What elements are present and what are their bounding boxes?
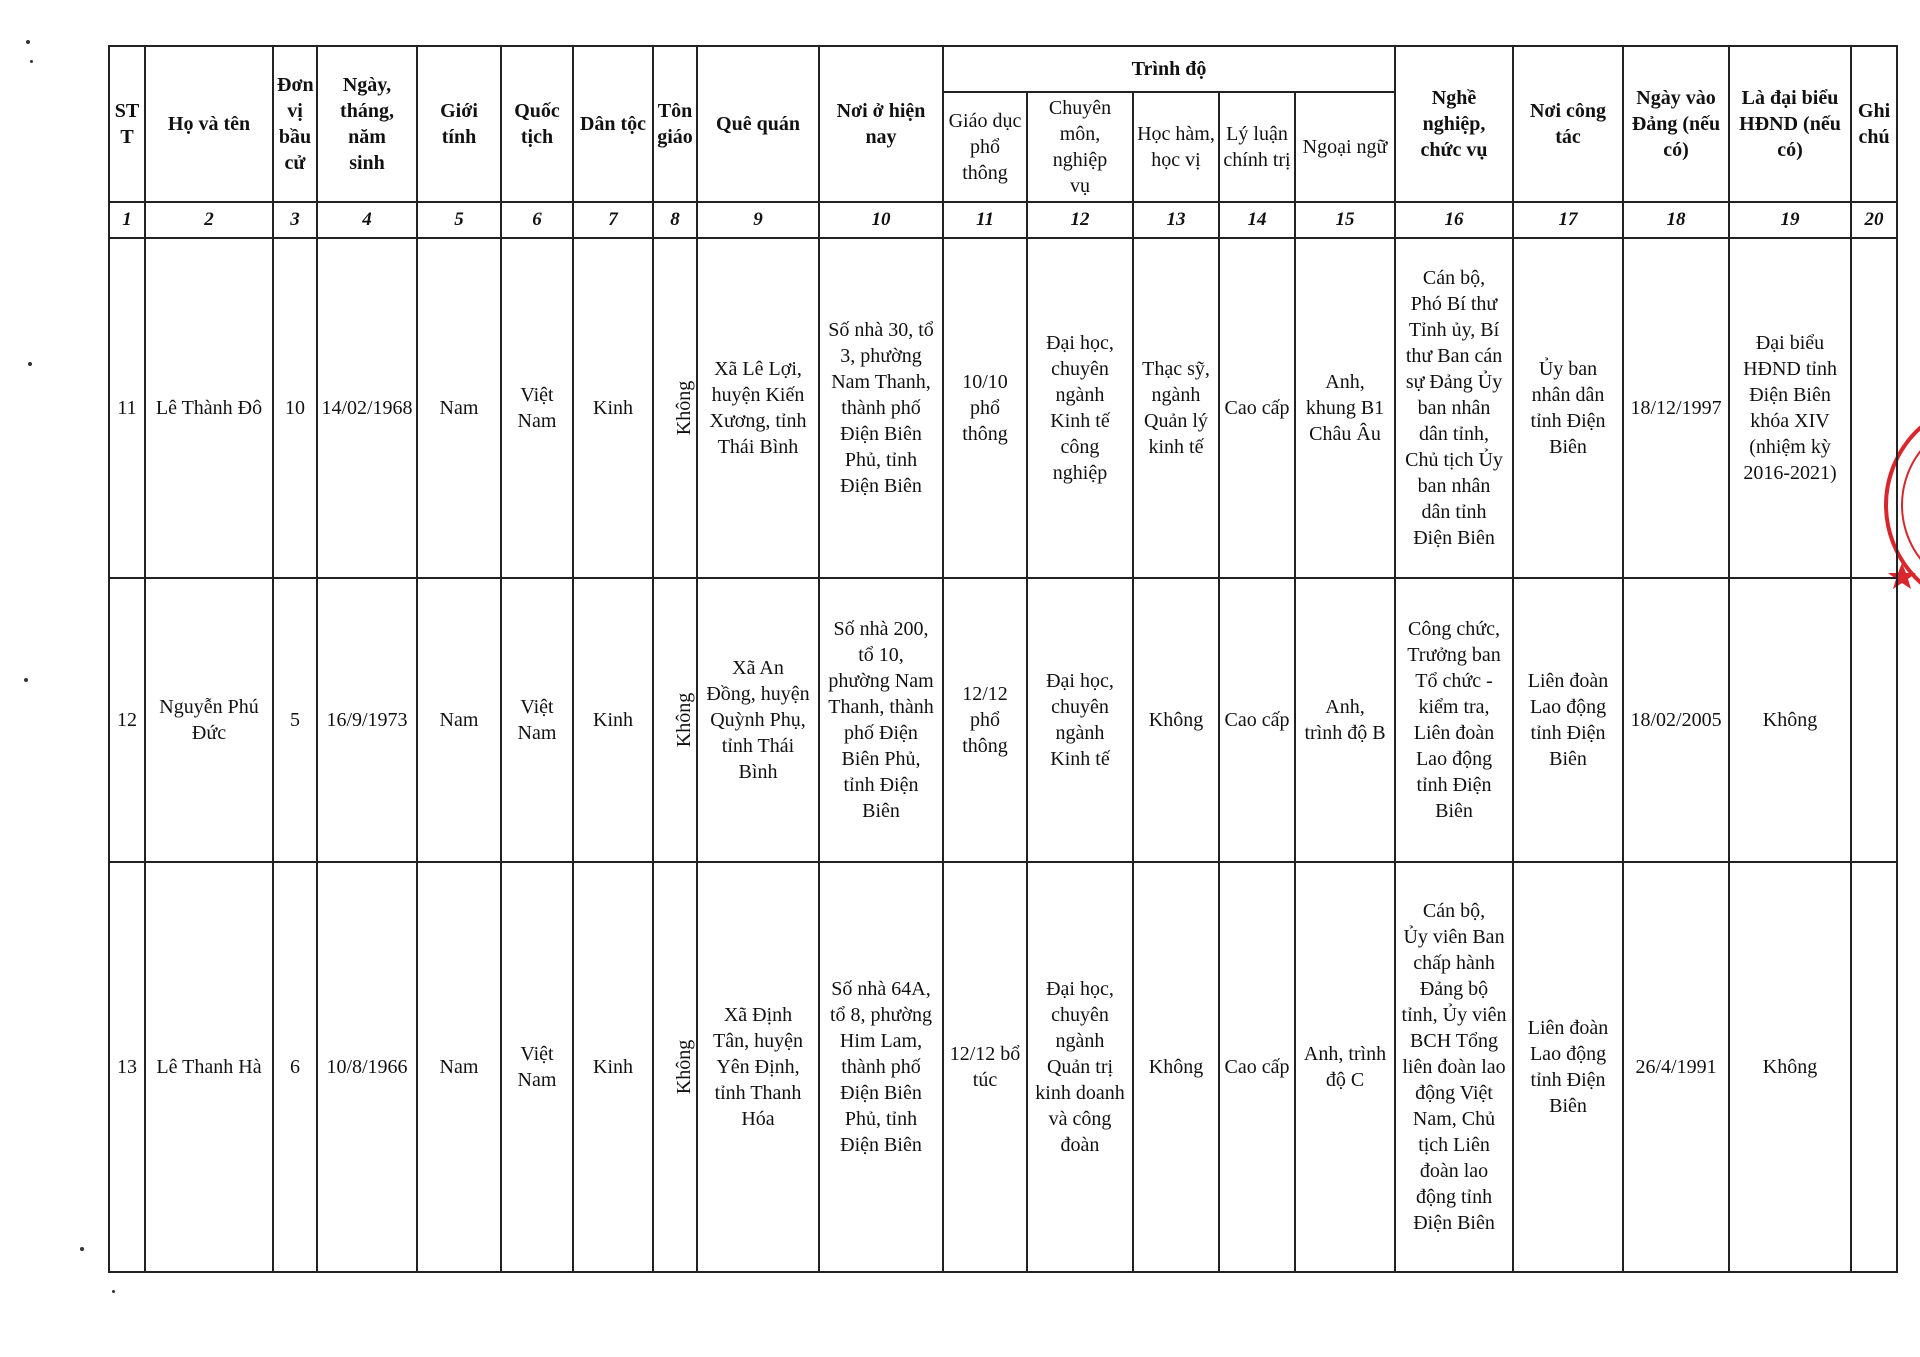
column-number: 16 xyxy=(1395,202,1513,238)
column-number: 5 xyxy=(417,202,501,238)
column-number: 3 xyxy=(273,202,317,238)
cell-note xyxy=(1851,238,1897,578)
header-degree: Học hàm, học vị xyxy=(1133,92,1219,202)
religion-text: Không xyxy=(673,1039,696,1095)
cell-name: Nguyễn Phú Đức xyxy=(145,578,273,862)
header-religion: Tôn giáo xyxy=(653,46,697,202)
column-number: 4 xyxy=(317,202,417,238)
cell-language: Anh, khung B1 Châu Âu xyxy=(1295,238,1395,578)
table-row xyxy=(109,862,1897,1272)
header-row-top xyxy=(109,46,1897,92)
cell-residence: Số nhà 200, tổ 10, phường Nam Thanh, thành phố Điện Biên Phủ, tỉnh Điện Biên xyxy=(819,578,943,862)
cell-gender: Nam xyxy=(417,862,501,1272)
header-general-edu: Giáo dục phổ thông xyxy=(943,92,1027,202)
column-number: 2 xyxy=(145,202,273,238)
column-number: 18 xyxy=(1623,202,1729,238)
column-number: 19 xyxy=(1729,202,1851,238)
scan-speck xyxy=(112,1290,115,1293)
cell-politics: Cao cấp xyxy=(1219,862,1295,1272)
header-language: Ngoại ngữ xyxy=(1295,92,1395,202)
header-party-date: Ngày vào Đảng (nếu có) xyxy=(1623,46,1729,202)
scan-speck xyxy=(80,1247,84,1251)
column-number: 11 xyxy=(943,202,1027,238)
cell-residence: Số nhà 64A, tổ 8, phường Him Lam, thành phố Điện Biên Phủ, tỉnh Điện Biên xyxy=(819,862,943,1272)
cell-unit: 10 xyxy=(273,238,317,578)
column-number: 14 xyxy=(1219,202,1295,238)
cell-council: Đại biểu HĐND tỉnh Điện Biên khóa XIV (nhiệm kỳ 2016-2021) xyxy=(1729,238,1851,578)
header-residence: Nơi ở hiện nay xyxy=(819,46,943,202)
column-number: 13 xyxy=(1133,202,1219,238)
cell-occupation: Cán bộ, Phó Bí thư Tỉnh ủy, Bí thư Ban cán sự Đảng Ủy ban nhân dân tỉnh, Chủ tịch Ủy ban nhân dân tỉnh Điện Biên xyxy=(1395,238,1513,578)
cell-occupation: Công chức, Trưởng ban Tổ chức - kiểm tra, Liên đoàn Lao động tỉnh Điện Biên xyxy=(1395,578,1513,862)
cell-occupation: Cán bộ, Ủy viên Ban chấp hành Đảng bộ tỉnh, Ủy viên BCH Tổng liên đoàn lao động Việt Nam, Chủ tịch Liên đoàn lao động tỉnh Điện Biên xyxy=(1395,862,1513,1272)
cell-specialty: Đại học, chuyên ngành Kinh tế công nghiệp xyxy=(1027,238,1133,578)
cell-dob: 10/8/1966 xyxy=(317,862,417,1272)
header-specialty: Chuyên môn, nghiệp vụ xyxy=(1027,92,1133,202)
cell-workplace: Ủy ban nhân dân tỉnh Điện Biên xyxy=(1513,238,1623,578)
cell-party-date: 18/12/1997 xyxy=(1623,238,1729,578)
cell-name: Lê Thanh Hà xyxy=(145,862,273,1272)
column-number: 6 xyxy=(501,202,573,238)
religion-text: Không xyxy=(673,692,696,748)
column-number: 12 xyxy=(1027,202,1133,238)
cell-politics: Cao cấp xyxy=(1219,238,1295,578)
cell-nationality: Việt Nam xyxy=(501,862,573,1272)
cell-hometown: Xã Định Tân, huyện Yên Định, tỉnh Thanh Hóa xyxy=(697,862,819,1272)
column-number: 17 xyxy=(1513,202,1623,238)
header-council: Là đại biểu HĐND (nếu có) xyxy=(1729,46,1851,202)
column-number: 15 xyxy=(1295,202,1395,238)
cell-general-edu: 12/12 phổ thông xyxy=(943,578,1027,862)
cell-language: Anh, trình độ B xyxy=(1295,578,1395,862)
cell-politics: Cao cấp xyxy=(1219,578,1295,862)
cell-religion xyxy=(653,578,697,862)
cell-workplace: Liên đoàn Lao động tỉnh Điện Biên xyxy=(1513,578,1623,862)
header-name: Họ và tên xyxy=(145,46,273,202)
column-number-row xyxy=(109,202,1897,238)
cell-nationality: Việt Nam xyxy=(501,578,573,862)
cell-council: Không xyxy=(1729,862,1851,1272)
header-stt: ST T xyxy=(109,46,145,202)
cell-party-date: 18/02/2005 xyxy=(1623,578,1729,862)
scan-speck xyxy=(28,362,32,366)
cell-unit: 5 xyxy=(273,578,317,862)
cell-stt: 13 xyxy=(109,862,145,1272)
header-education-group: Trình độ xyxy=(943,46,1395,92)
header-ethnicity: Dân tộc xyxy=(573,46,653,202)
cell-note xyxy=(1851,578,1897,862)
cell-ethnicity: Kinh xyxy=(573,862,653,1272)
candidate-roster-table xyxy=(108,45,1898,1273)
cell-degree: Không xyxy=(1133,578,1219,862)
cell-religion xyxy=(653,238,697,578)
cell-hometown: Xã An Đồng, huyện Quỳnh Phụ, tỉnh Thái Bình xyxy=(697,578,819,862)
cell-gender: Nam xyxy=(417,238,501,578)
religion-text: Không xyxy=(673,380,696,436)
scan-speck xyxy=(24,678,28,682)
cell-religion xyxy=(653,862,697,1272)
cell-stt: 11 xyxy=(109,238,145,578)
cell-degree: Không xyxy=(1133,862,1219,1272)
cell-workplace: Liên đoàn Lao động tỉnh Điện Biên xyxy=(1513,862,1623,1272)
header-politics: Lý luận chính trị xyxy=(1219,92,1295,202)
column-number: 1 xyxy=(109,202,145,238)
header-hometown: Quê quán xyxy=(697,46,819,202)
cell-degree: Thạc sỹ, ngành Quản lý kinh tế xyxy=(1133,238,1219,578)
cell-hometown: Xã Lê Lợi, huyện Kiến Xương, tỉnh Thái Bình xyxy=(697,238,819,578)
cell-party-date: 26/4/1991 xyxy=(1623,862,1729,1272)
header-nationality: Quốc tịch xyxy=(501,46,573,202)
cell-council: Không xyxy=(1729,578,1851,862)
cell-language: Anh, trình độ C xyxy=(1295,862,1395,1272)
cell-unit: 6 xyxy=(273,862,317,1272)
header-workplace: Nơi công tác xyxy=(1513,46,1623,202)
column-number: 7 xyxy=(573,202,653,238)
column-number: 9 xyxy=(697,202,819,238)
header-gender: Giới tính xyxy=(417,46,501,202)
cell-dob: 16/9/1973 xyxy=(317,578,417,862)
cell-dob: 14/02/1968 xyxy=(317,238,417,578)
cell-general-edu: 12/12 bổ túc xyxy=(943,862,1027,1272)
header-unit: Đơn vị bầu cử xyxy=(273,46,317,202)
cell-specialty: Đại học, chuyên ngành Kinh tế xyxy=(1027,578,1133,862)
cell-general-edu: 10/10 phổ thông xyxy=(943,238,1027,578)
scan-speck xyxy=(30,60,33,63)
scan-speck xyxy=(26,40,30,44)
header-note: Ghi chú xyxy=(1851,46,1897,202)
cell-gender: Nam xyxy=(417,578,501,862)
table-row xyxy=(109,578,1897,862)
cell-specialty: Đại học, chuyên ngành Quản trị kinh doanh và công đoàn xyxy=(1027,862,1133,1272)
header-occupation: Nghề nghiệp, chức vụ xyxy=(1395,46,1513,202)
column-number: 20 xyxy=(1851,202,1897,238)
column-number: 10 xyxy=(819,202,943,238)
cell-ethnicity: Kinh xyxy=(573,578,653,862)
cell-nationality: Việt Nam xyxy=(501,238,573,578)
table-row xyxy=(109,238,1897,578)
column-number: 8 xyxy=(653,202,697,238)
cell-name: Lê Thành Đô xyxy=(145,238,273,578)
cell-ethnicity: Kinh xyxy=(573,238,653,578)
cell-residence: Số nhà 30, tổ 3, phường Nam Thanh, thành phố Điện Biên Phủ, tỉnh Điện Biên xyxy=(819,238,943,578)
cell-stt: 12 xyxy=(109,578,145,862)
header-dob: Ngày, tháng, năm sinh xyxy=(317,46,417,202)
cell-note xyxy=(1851,862,1897,1272)
